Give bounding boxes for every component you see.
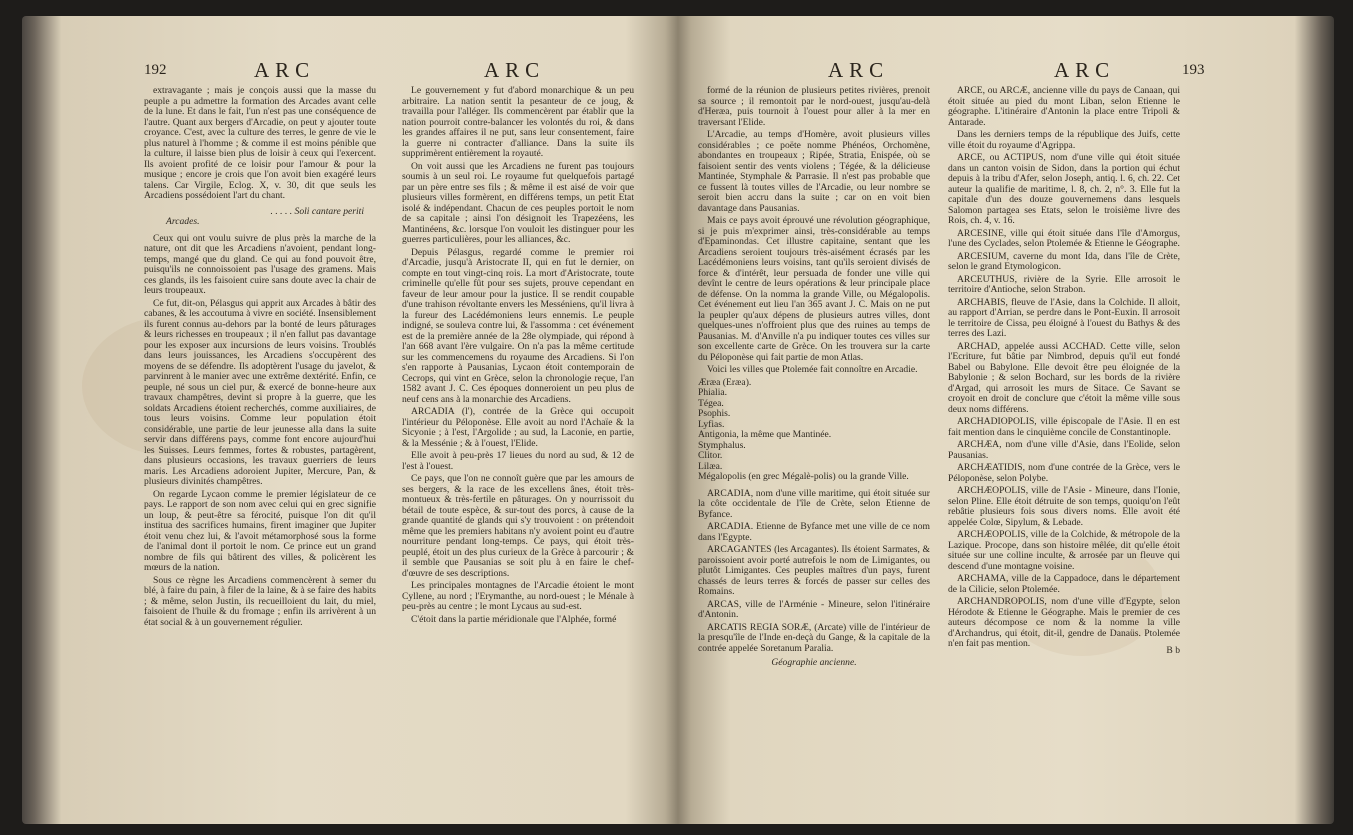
running-title: ARC [1054, 58, 1116, 82]
paragraph: ARCHABIS, fleuve de l'Asie, dans la Colchide. Il alloit, au rapport d'Arrian, se perdre dans le Pont-Euxin. Il arrosoit le territoire de Cissa, peu éloigné à l'ouest du Bathys & des terres des Lazi. [948, 296, 1180, 339]
paragraph: Voici les villes que Ptolemée fait connoître en Arcadie. [707, 364, 918, 375]
paragraph: Mais ce pays avoit éprouvé une révolution géographique, si je puis m'exprimer ainsi, très-considérable au temps d'Epaminondas. Cet illustre capitaine, sentant que les Arcadiens seroient toujours très-aisément écrasés par les Lacédémoniens leurs voisins, tant qu'ils seroient divisés de force & d'intérêt, leur persuada de fonder une ville qui devînt le centre de leurs opérations & leur principale place de défense. On la nomma la grande Ville, ou Mégalopolis. Cet événement eut lieu l'an 365 avant J. C. Mais on ne put la peupler qu'aux dépens de plusieurs autres villes, dont quelques-unes n'offroient plus que des ruines au temps de Pausanias. M. d'Anville n'a pu indiquer toutes ces villes sur son excellente carte de Grèce. On les trouvera sur la carte du Péloponèse qui fait partie de mon Atlas. [698, 215, 930, 363]
paragraph: Lyfias. [698, 418, 725, 430]
paragraph: Antigonia, la même que Mantinée. [698, 429, 832, 440]
paragraph: Tégea. [698, 397, 724, 409]
paragraph: Phialia. [698, 387, 728, 398]
paragraph: ARCHAD, appelée aussi ACCHAD. Cette ville, selon l'Ecriture, fut bâtie par Nimbrod, depuis qu'il eut fondé Babel ou Babylone. Elle devoit être peu éloignée de la Babylonie ; & selon Bochard, sur les bords de la rivière d'Argad, qui arrosoit les murs de Sitace. Ce Savant se croyoit en droit de conclure que c'étoit la même ville sous deux noms différens. [948, 340, 1180, 415]
paragraph: Lilæa. [698, 460, 723, 472]
paragraph: ARCADIA (l'), contrée de la Grèce qui occupoit l'intérieur du Péloponèse. Elle avoit au nord l'Achaïe & la Sicyonie ; à l'est, l'Argolide ; au sud, la Laconie, en partie, & la Messénie ; & à l'ouest, l'Elide. [402, 406, 634, 449]
paragraph: Ce fut, dit-on, Pélasgus qui apprit aux Arcades à bâtir des cabanes, & les accoutuma à vivre en société. Insensiblement ils furent connus au-dehors par la bonté de leurs pâturages & leurs richesses en troupeaux ; il n'en fallut pas davantage pour les exposer aux incursions de leurs voisins. Troublés dans leurs jouissances, les Arcadiens s'occupèrent des moyens de se défendre. Ils adoptèrent l'usage du javelot, & parvinrent à le manier avec une extrême dextérité. Enfin, ce peuple, né sous un ciel pur, & exercé de bonne-heure aux travaux champêtres, devint si propre à la guerre, que les soldats Arcadiens étoient recherchés, comme auxiliaires, de tous leurs voisins. Comme leur population étoit considérable, une partie de leur jeunesse alla dans la suite servir dans différens pays, comme font encore aujourd'hui les Suisses. Leurs femmes, fortes & robustes, partagèrent, dans plusieurs occasions, les travaux guerriers de leurs maris. Les Arcadiens adoroient Jupiter, Mercure, Pan, & plusieurs divinités champêtres. [144, 297, 376, 487]
paragraph: Clitor. [698, 450, 723, 461]
paragraph: Le gouvernement y fut d'abord monarchique & un peu arbitraire. La nation sentit la pesanteur de ce joug, & travailla pour l'alléger. Ils commencèrent par établir que la nation pourroit contre-balancer les volontés du roi, & dans les grandes affaires il ne put, sans leur consentement, faire la guerre ni contracter d'alliance. Dans la suite ils supprimèrent entièrement la royauté. [402, 86, 634, 159]
paragraph: extravagante ; mais je conçois aussi que la masse du peuple a pu admettre la formation des Arcades avant celle de la lune. Et dans le fait, l'un n'est pas une conséquence de l'autre. Quant aux bergers d'Arcadie, on peut y ajouter toute croyance. C'est, avec la culture des terres, le genre de vie le plus naturel à l'homme ; & comme il est moins pénible que la culture, il laisse bien plus de loisir à ceux qui l'exercent. Ils avoient profité de ce loisir pour l'amour & pour la musique ; encore je crois que l'on avoit bien exagéré leurs talens. Car Virgile, Eclog. X, v. 30, dit que seuls les Arcadiens possédoient l'art du chant. [144, 86, 376, 201]
paragraph: L'Arcadie, au temps d'Homère, avoit plusieurs villes considérables ; ce poëte nomme Phénéos, Orchomène, abondantes en troupeaux ; Ripée, Stratia, Enispée, où se faisoient sentir des vents violens ; Tégée, & la délicieuse Mantinée, Stymphale & Parrasie. Il n'est pas probable que ce fussent là toutes villes de l'Arcadie, ou leur nombre se seroit bien accru dans la suite ; car on en voit bien davantage dans Pausanias. [698, 129, 930, 214]
book-spread [22, 16, 1334, 824]
paragraph: Stymphalus. [698, 439, 746, 451]
text-column [698, 86, 930, 798]
paragraph: Sous ce règne les Arcadiens commencèrent à semer du blé, à faire du pain, à filer de la laine, & à se faire des habits ; & même, selon Justin, ils recueilloient du lait, du miel, faisoient de l'huile & du fromage ; enfin ils arrivèrent à un état social & à un gouvernement régulier. [144, 574, 376, 628]
paragraph: On voit aussi que les Arcadiens ne furent pas toujours soumis à un seul roi. Le royaume fut quelquefois partagé par un père entre ses fils ; & même il est aisé de voir que plusieurs villes formèrent, en différens temps, un petit Etat isolé & indépendant. Chacun de ces peuples portoit le nom de sa capitale ; ainsi l'on désignoit les Trapezéens, les Mantinéens, &c. lorsque l'on vouloit les distinguer pour les guerres particulières, pour les alliances, &c. [402, 160, 634, 245]
page-header [678, 58, 1334, 82]
paragraph: Æræa (Eræa). [698, 376, 752, 388]
paragraph: Arcades. [166, 216, 200, 227]
paragraph: ARCHÆATIDIS, nom d'une contrée de la Grèce, vers le Péloponèse, selon Polybe. [948, 462, 1180, 484]
paragraph: Psophis. [698, 408, 731, 419]
paragraph: ARCHÆOPOLIS, ville de la Colchide, & métropole de la Lazique. Procope, dans son histoire mêlée, dit qu'elle étoit située sur une colline inculte, & arrosée par un fleuve qui descend d'une montagne voisine. [948, 529, 1180, 572]
paragraph: ARCE, ou ARCÆ, ancienne ville du pays de Canaan, qui étoit située au pied du mont Liban, selon Etienne le géographe. L'itinéraire d'Antonin la place entre Tripoli & Antarade. [948, 86, 1180, 128]
paragraph: ARCADIA, nom d'une ville maritime, qui étoit située sur la côte occidentale de l'île de Crète, selon Etienne de Byfance. [698, 487, 930, 520]
paragraph: ARCESINE, ville qui étoit située dans l'île d'Amorgus, l'une des Cyclades, selon Ptolemée & Etienne le Géographe. [948, 227, 1180, 249]
text-column [948, 86, 1180, 798]
paragraph: ARCESIUM, caverne du mont Ida, dans l'île de Crète, selon le grand Etymologicon. [948, 250, 1180, 272]
paragraph: Les principales montagnes de l'Arcadie étoient le mont Cyllene, au nord ; l'Erymanthe, au nord-ouest ; le Ménale à peu-près au centre ; le mont Lycaus au sud-est. [402, 580, 634, 612]
paragraph: B b [1166, 644, 1180, 656]
paragraph: C'étoit dans la partie méridionale que l'Alphée, formé [411, 613, 617, 625]
paragraph: Dans les derniers temps de la république des Juifs, cette ville étoit du royaume d'Agrippa. [948, 129, 1180, 151]
paragraph: ARCAGANTES (les Arcagantes). Ils étoient Sarmates, & paroissoient avoir porté autrefois le nom de Limigantes, ou plutôt Limigantes. Ces peuples maîtres d'un pays, furent chassés de leurs terres & forcés de passer sur celles des Romains. [698, 544, 930, 597]
paragraph: Ceux qui ont voulu suivre de plus près la marche de la nature, ont dit que les Arcadiens n'avoient, pendant long-temps, mangé que du gland. Ce qui au fond pouvoit être, puisqu'ils ne connoissoient pas l'usage des gramens. Mais ces glands, ils les faisoient cuire sans doute avec la chair de leurs troupeaux. [144, 232, 376, 296]
left-page [22, 16, 678, 824]
paragraph: Ce pays, que l'on ne connoît guère que par les amours de ses bergers, & la race de les excellens ânes, étoit très-montueux & très-fertile en pâturages. On y nourrissoit du bétail de toute espèce, & sur-tout des porcs, à cause de la grande quantité de glands qui s'y trouvoient : on prétendoit même que les premiers habitans n'y avoient point eu d'autre nourriture pendant long-temps. Ce pays, qui étoit très-peuplé, étoit un des plus curieux de la Grèce à parcourir ; & il semble que Pausanias se soit plu à en faire le chef-d'œuvre de ses descriptions. [402, 473, 634, 579]
paragraph: Depuis Pélasgus, regardé comme le premier roi d'Arcadie, jusqu'à Aristocrate II, qui en fut le dernier, on compte en tout vingt-cinq rois. La mort d'Aristocrate, toute criminelle qu'elle fût pour ses sujets, prouve cependant en faveur de leur amour pour la justice. Il se rendit coupable d'une trahison révoltante envers les Messéniens, qu'il livra à la fureur des Lacédémoniens leurs ennemis. Le peuple indigné, se souleva contre lui, & l'assomma : cet événement est de la première année de la 28e olympiade, qui répond à l'an 668 avant l'ère vulgaire. On n'a pas la même certitude sur les commencemens du royaume des Arcadiens. Si l'on s'en rapporte à Pausanias, Lycaon étoit contemporain de Cecrops, qui vint en Grèce, selon la chronologie reçue, l'an 1582 avant J. C. Ces époques donneroient un peu plus de neuf cens ans à la monarchie des Arcadiens. [402, 246, 634, 405]
paragraph: ARCHAMA, ville de la Cappadoce, dans le département de la Cilicie, selon Ptolemée. [948, 573, 1180, 595]
text-column [402, 86, 634, 798]
running-title: ARC [254, 58, 316, 82]
paragraph: ARCHADIOPOLIS, ville épiscopale de l'Asie. Il en est fait mention dans le cinquième concile de Constantinople. [948, 416, 1180, 438]
page-number: 192 [144, 62, 167, 78]
paragraph: On regarde Lycaon comme le premier législateur de ce pays. Le rapport de son nom avec celui qui en grec signifie un loup, & peut-être sa férocité, puisque l'on dit qu'il institua des sacrifices humains, firent imaginer que Jupiter étoit venu chez lui, & l'avoit métamorphosé sous la forme de l'animal dont il portoit le nom. Ce prince eut un grand nombre de fils qui bâtirent des villes, & policèrent les mœurs de la nation. [144, 488, 376, 573]
paragraph: ARCE, ou ACTIPUS, nom d'une ville qui étoit située dans un canton voisin de Sidon, dans la portion qui échut depuis à la tribu d'Afer, selon Joseph, antiq. l. 6, ch. 22. Cet auteur la qualifie de maritime, l. 8, ch. 2, n°. 3. Elle fut la capitale d'un des douze gouvernemens dans lesquels Salomon partagea ses Etats, selon le troisième livre des Rois, ch. 4, v. 16. [948, 152, 1180, 226]
paragraph: formé de la réunion de plusieurs petites rivières, prenoit sa source ; il remontoit par le nord-ouest, jusqu'au-delà d'Heræa, puis tournoit à l'ouest pour aller à la mer en traversant l'Elide. [698, 86, 930, 128]
page-header [22, 58, 678, 82]
paragraph: Géographie ancienne. [771, 657, 857, 668]
right-page [678, 16, 1334, 824]
paragraph: Mégalopolis (en grec Mégalè-polis) ou la grande Ville. [698, 471, 909, 482]
text-column [144, 86, 376, 798]
paragraph: ARCHÆOPOLIS, ville de l'Asie - Mineure, dans l'Ionie, selon Pline. Elle étoit détruite de son temps, quoiqu'on l'eût rebâtie plusieurs fois sous divers noms. Elle avoit été appelée Colœ, Sipylum, & Lebade. [948, 485, 1180, 528]
running-title: ARC [484, 58, 546, 82]
paragraph: ARCADIA. Etienne de Byfance met une ville de ce nom dans l'Egypte. [698, 521, 930, 543]
running-title: ARC [828, 58, 890, 82]
paragraph: ARCHANDROPOLIS, nom d'une ville d'Egypte, selon Hérodote & Etienne le Géographe. Mais le premier de ces auteurs décompose ce nom & la nomme la ville d'Archandrus, qui étoit, dit-il, gendre de Danaüs. Ptolemée n'en fait pas mention. [948, 596, 1180, 649]
paragraph: ARCATIS REGIA SORÆ, (Arcate) ville de l'intérieur de la presqu'île de l'Inde en-deçà du Gange, & la capitale de la contrée appelée Soretanum Paralia. [698, 621, 930, 654]
paragraph: ARCHÆA, nom d'une ville d'Asie, dans l'Eolide, selon Pausanias. [948, 439, 1180, 461]
paragraph: . . . . . Soli cantare periti [270, 205, 364, 217]
paragraph: ARCEUTHUS, rivière de la Syrie. Elle arrosoit le territoire d'Antioche, selon Strabon. [948, 273, 1180, 295]
paragraph: Elle avoit à peu-près 17 lieues du nord au sud, & 12 de l'est à l'ouest. [402, 450, 634, 472]
page-number: 193 [1182, 62, 1205, 78]
paragraph: ARCAS, ville de l'Arménie - Mineure, selon l'itinéraire d'Antonin. [698, 598, 930, 620]
